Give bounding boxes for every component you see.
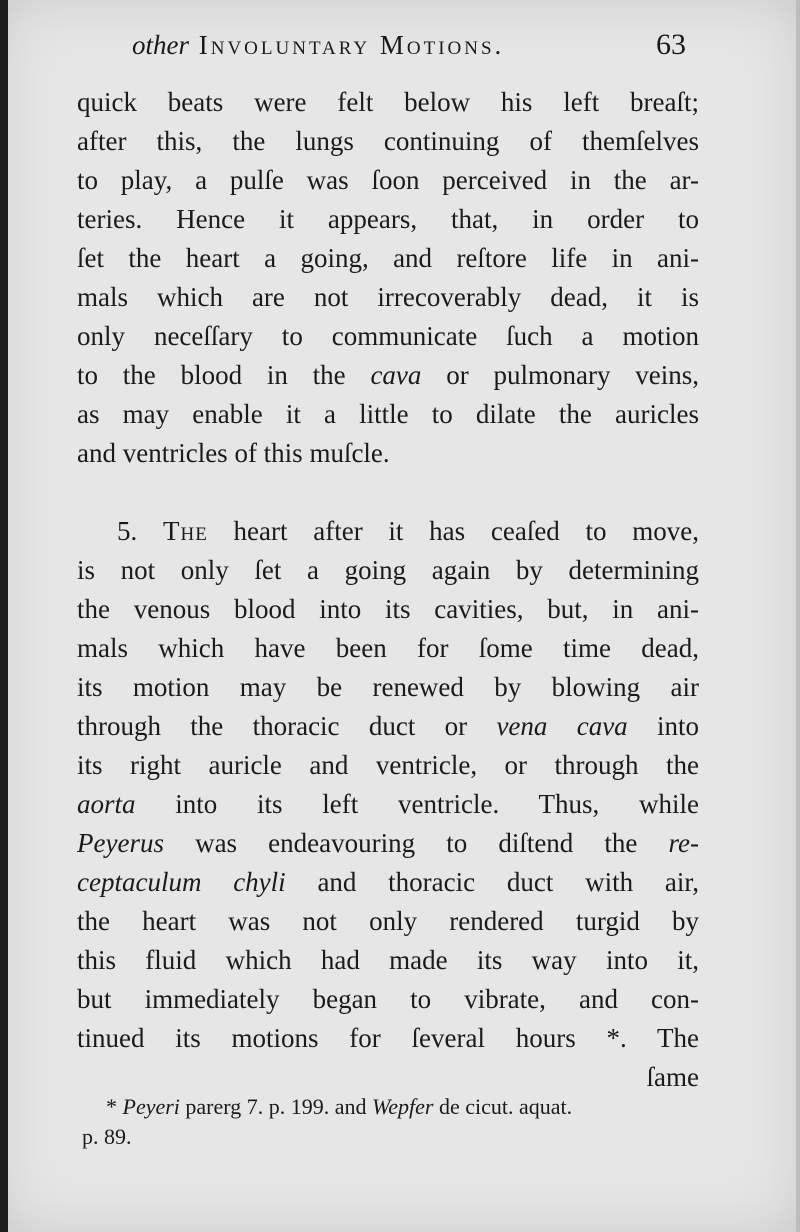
text-run: or pulmonary veins, [421,360,699,390]
footnote [82,1092,722,1152]
text-line [77,785,699,824]
text-line: this fluid which had made its way into it, [77,945,699,975]
running-head [132,30,504,61]
page-spine-shadow [0,0,8,1232]
footnote-line [82,1092,722,1122]
text-line: mals which have been for ſome time dead, [77,633,699,663]
italic-term: ceptaculum chyli [77,867,286,897]
text-line: is not only ſet a going again by determining [77,555,699,585]
text-run: to the blood in the [77,360,371,390]
text-line: after this, the lungs continuing of themſelves [77,126,699,156]
running-head-italic: other [132,30,189,60]
page-number: 63 [656,28,686,61]
text-line: its motion may be renewed by blowing air [77,672,699,702]
catchword: ſame [646,1062,699,1092]
body-text [77,83,699,1097]
text-run: de cicut. aquat. [433,1094,573,1119]
text-run: was endeavouring to diſtend the [163,828,669,858]
paragraph-start-line [77,512,699,551]
italic-name: Peyerus [77,828,164,858]
text-run: into [627,711,699,741]
text-line: the heart was not only rendered turgid by [77,906,699,936]
text-line [77,707,699,746]
text-run: into its left ventricle. Thus, while [135,789,699,819]
italic-term: aorta [77,789,136,819]
footnote-marker: * [106,1094,123,1119]
text-line: mals which are not irrecoverably dead, it is [77,282,699,312]
text-line: quick beats were felt below his left breaſt; [77,87,699,117]
text-line: and ventricles of this muſcle. [77,438,390,468]
small-caps-word: The [162,516,208,546]
text-run: parerg 7. p. 199. and [179,1094,372,1119]
text-line: the venous blood into its cavities, but, in ani- [77,594,699,624]
italic-term: cava [370,360,422,390]
text-line: but immediately began to vibrate, and con- [77,984,699,1014]
text-line: its right auricle and ventricle, or through the [77,750,699,780]
text-line: ſet the heart a going, and reſtore life in ani- [77,243,699,273]
text-line: as may enable it a little to dilate the auricles [77,399,699,429]
text-line: to play, a pulſe was ſoon perceived in the ar- [77,165,699,195]
text-line [77,356,699,395]
italic-term: re- [668,828,699,858]
text-line [77,863,699,902]
italic-ref: Wepfer [371,1094,434,1119]
text-line: tinued its motions for ſeveral hours *. The [77,1023,699,1053]
paragraph-gap [77,473,699,512]
italic-ref: Peyeri [122,1094,180,1119]
page-edge [796,0,800,1232]
text-run: heart after it has ceaſed to move, [207,516,699,546]
text-line: only neceſſary to communicate ſuch a motion [77,321,699,351]
italic-term: vena cava [496,711,628,741]
text-run: through the thoracic duct or [77,711,497,741]
running-head-title: Involuntary Motions. [198,30,505,60]
footnote-line: p. 89. [82,1124,132,1149]
text-run: and thoracic duct with air, [285,867,699,897]
text-line [77,824,699,863]
text-line: teries. Hence it appears, that, in order to [77,204,699,234]
paragraph-number: 5. [117,516,138,546]
page-header [0,30,800,70]
